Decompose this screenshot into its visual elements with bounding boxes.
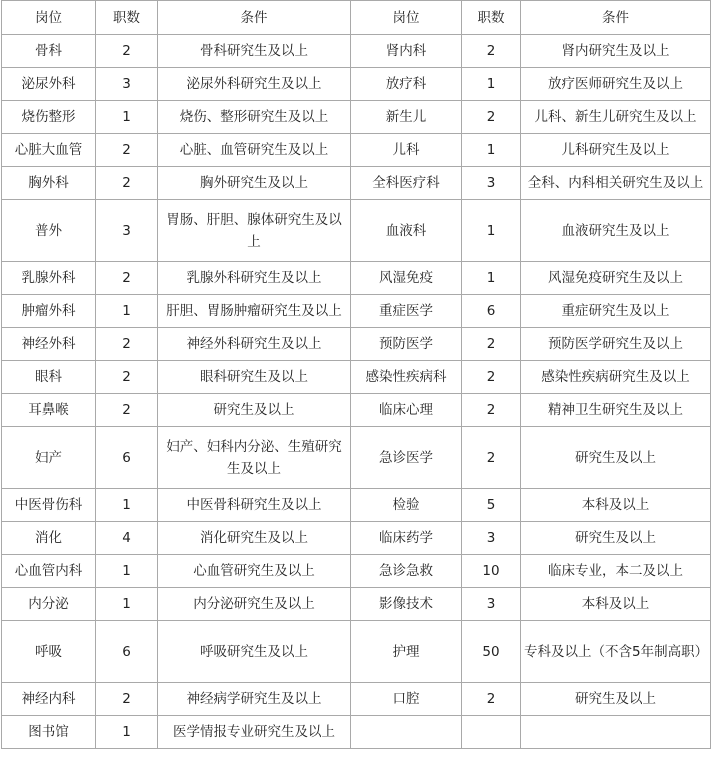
- cell-count-right: 2: [462, 427, 521, 489]
- table-row: [2, 134, 711, 167]
- cell-post-left: 神经外科: [2, 328, 96, 361]
- cell-post-left: 妇产: [2, 427, 96, 489]
- table-row: [2, 683, 711, 716]
- cell-condition-right: 研究生及以上: [521, 522, 711, 555]
- table-row: [2, 588, 711, 621]
- cell-post-left: 心脏大血管: [2, 134, 96, 167]
- cell-count-left: 2: [96, 167, 158, 200]
- cell-post-right: 血液科: [351, 200, 462, 262]
- cell-post-left: 呼吸: [2, 621, 96, 683]
- cell-condition-right: 重症研究生及以上: [521, 295, 711, 328]
- cell-condition-left: 内分泌研究生及以上: [158, 588, 351, 621]
- cell-count-right: 1: [462, 68, 521, 101]
- cell-post-left: 胸外科: [2, 167, 96, 200]
- cell-count-left: 2: [96, 328, 158, 361]
- positions-table: [1, 0, 711, 749]
- cell-post-right: 急诊医学: [351, 427, 462, 489]
- cell-count-left: 2: [96, 262, 158, 295]
- header-count-left: 职数: [96, 1, 158, 35]
- cell-condition-right: 精神卫生研究生及以上: [521, 394, 711, 427]
- table-row: [2, 101, 711, 134]
- cell-count-right: 1: [462, 200, 521, 262]
- cell-condition-left: 胸外研究生及以上: [158, 167, 351, 200]
- table-row: [2, 167, 711, 200]
- table-row: [2, 35, 711, 68]
- table-row: [2, 522, 711, 555]
- cell-count-left: 2: [96, 134, 158, 167]
- cell-condition-left: 神经病学研究生及以上: [158, 683, 351, 716]
- cell-condition-right: 本科及以上: [521, 489, 711, 522]
- table-row: [2, 295, 711, 328]
- header-post-left: 岗位: [2, 1, 96, 35]
- table-row: [2, 394, 711, 427]
- cell-post-right: 临床心理: [351, 394, 462, 427]
- cell-post-right: 口腔: [351, 683, 462, 716]
- cell-condition-left: 烧伤、整形研究生及以上: [158, 101, 351, 134]
- cell-count-left: 2: [96, 683, 158, 716]
- cell-count-left: 1: [96, 295, 158, 328]
- cell-count-left: 1: [96, 489, 158, 522]
- cell-condition-right: 临床专业，本二及以上: [521, 555, 711, 588]
- table-row: [2, 200, 711, 262]
- header-condition-left: 条件: [158, 1, 351, 35]
- header-condition-right: 条件: [521, 1, 711, 35]
- cell-count-right: 2: [462, 328, 521, 361]
- cell-count-left: 4: [96, 522, 158, 555]
- cell-count-right: 2: [462, 35, 521, 68]
- cell-condition-left: 神经外科研究生及以上: [158, 328, 351, 361]
- cell-count-right: [462, 716, 521, 749]
- cell-condition-left: 医学情报专业研究生及以上: [158, 716, 351, 749]
- cell-count-left: 3: [96, 200, 158, 262]
- header-count-right: 职数: [462, 1, 521, 35]
- cell-post-left: 中医骨伤科: [2, 489, 96, 522]
- cell-post-right: 护理: [351, 621, 462, 683]
- cell-condition-left: 胃肠、肝胆、腺体研究生及以上: [158, 200, 351, 262]
- cell-count-left: 1: [96, 588, 158, 621]
- table-row: [2, 716, 711, 749]
- cell-post-right: 检验: [351, 489, 462, 522]
- table-row: [2, 68, 711, 101]
- header-row: [2, 1, 711, 35]
- cell-count-right: 2: [462, 683, 521, 716]
- table-row: [2, 621, 711, 683]
- cell-post-left: 普外: [2, 200, 96, 262]
- cell-post-right: 风湿免疫: [351, 262, 462, 295]
- cell-count-left: 2: [96, 361, 158, 394]
- cell-condition-right: 感染性疾病研究生及以上: [521, 361, 711, 394]
- cell-post-right: 放疗科: [351, 68, 462, 101]
- cell-condition-right: 全科、内科相关研究生及以上: [521, 167, 711, 200]
- cell-count-right: 2: [462, 101, 521, 134]
- cell-condition-right: 肾内研究生及以上: [521, 35, 711, 68]
- table-row: [2, 555, 711, 588]
- cell-post-left: 眼科: [2, 361, 96, 394]
- cell-post-left: 骨科: [2, 35, 96, 68]
- cell-count-right: 10: [462, 555, 521, 588]
- cell-condition-left: 中医骨科研究生及以上: [158, 489, 351, 522]
- cell-condition-right: 研究生及以上: [521, 427, 711, 489]
- cell-condition-left: 心脏、血管研究生及以上: [158, 134, 351, 167]
- cell-condition-right: 血液研究生及以上: [521, 200, 711, 262]
- cell-post-left: 烧伤整形: [2, 101, 96, 134]
- cell-condition-left: 眼科研究生及以上: [158, 361, 351, 394]
- cell-count-right: 2: [462, 361, 521, 394]
- cell-count-right: 2: [462, 394, 521, 427]
- table-row: [2, 361, 711, 394]
- cell-condition-right: 儿科、新生儿研究生及以上: [521, 101, 711, 134]
- cell-condition-right: 风湿免疫研究生及以上: [521, 262, 711, 295]
- cell-condition-right: [521, 716, 711, 749]
- cell-post-left: 肿瘤外科: [2, 295, 96, 328]
- cell-count-right: 5: [462, 489, 521, 522]
- cell-post-right: 预防医学: [351, 328, 462, 361]
- table-row: [2, 262, 711, 295]
- cell-post-right: 新生儿: [351, 101, 462, 134]
- cell-condition-right: 本科及以上: [521, 588, 711, 621]
- cell-post-right: 肾内科: [351, 35, 462, 68]
- cell-condition-left: 泌尿外科研究生及以上: [158, 68, 351, 101]
- cell-post-right: 儿科: [351, 134, 462, 167]
- cell-condition-left: 骨科研究生及以上: [158, 35, 351, 68]
- cell-condition-left: 呼吸研究生及以上: [158, 621, 351, 683]
- header-post-right: 岗位: [351, 1, 462, 35]
- cell-post-right: 影像技术: [351, 588, 462, 621]
- cell-post-left: 乳腺外科: [2, 262, 96, 295]
- cell-post-left: 神经内科: [2, 683, 96, 716]
- cell-post-left: 泌尿外科: [2, 68, 96, 101]
- cell-post-left: 消化: [2, 522, 96, 555]
- cell-condition-left: 肝胆、胃肠肿瘤研究生及以上: [158, 295, 351, 328]
- table-container: [1, 0, 710, 749]
- cell-count-right: 1: [462, 134, 521, 167]
- cell-count-left: 1: [96, 555, 158, 588]
- cell-post-left: 内分泌: [2, 588, 96, 621]
- cell-condition-right: 专科及以上（不含5年制高职）: [521, 621, 711, 683]
- cell-count-right: 1: [462, 262, 521, 295]
- cell-post-right: 临床药学: [351, 522, 462, 555]
- cell-condition-right: 研究生及以上: [521, 683, 711, 716]
- cell-count-right: 6: [462, 295, 521, 328]
- cell-condition-right: 放疗医师研究生及以上: [521, 68, 711, 101]
- cell-count-left: 1: [96, 101, 158, 134]
- cell-post-left: 心血管内科: [2, 555, 96, 588]
- cell-count-left: 1: [96, 716, 158, 749]
- table-row: [2, 328, 711, 361]
- table-body: [2, 35, 711, 749]
- cell-condition-left: 心血管研究生及以上: [158, 555, 351, 588]
- cell-condition-left: 研究生及以上: [158, 394, 351, 427]
- cell-post-right: 急诊急救: [351, 555, 462, 588]
- cell-post-right: [351, 716, 462, 749]
- cell-condition-left: 消化研究生及以上: [158, 522, 351, 555]
- cell-count-right: 3: [462, 522, 521, 555]
- cell-post-left: 耳鼻喉: [2, 394, 96, 427]
- cell-post-right: 全科医疗科: [351, 167, 462, 200]
- cell-condition-right: 预防医学研究生及以上: [521, 328, 711, 361]
- cell-count-left: 6: [96, 427, 158, 489]
- cell-count-left: 2: [96, 35, 158, 68]
- cell-post-right: 感染性疾病科: [351, 361, 462, 394]
- cell-count-left: 2: [96, 394, 158, 427]
- cell-count-right: 50: [462, 621, 521, 683]
- cell-post-right: 重症医学: [351, 295, 462, 328]
- cell-condition-right: 儿科研究生及以上: [521, 134, 711, 167]
- cell-count-right: 3: [462, 167, 521, 200]
- cell-count-right: 3: [462, 588, 521, 621]
- cell-count-left: 6: [96, 621, 158, 683]
- cell-count-left: 3: [96, 68, 158, 101]
- table-row: [2, 427, 711, 489]
- cell-condition-left: 乳腺外科研究生及以上: [158, 262, 351, 295]
- table-row: [2, 489, 711, 522]
- cell-post-left: 图书馆: [2, 716, 96, 749]
- cell-condition-left: 妇产、妇科内分泌、生殖研究生及以上: [158, 427, 351, 489]
